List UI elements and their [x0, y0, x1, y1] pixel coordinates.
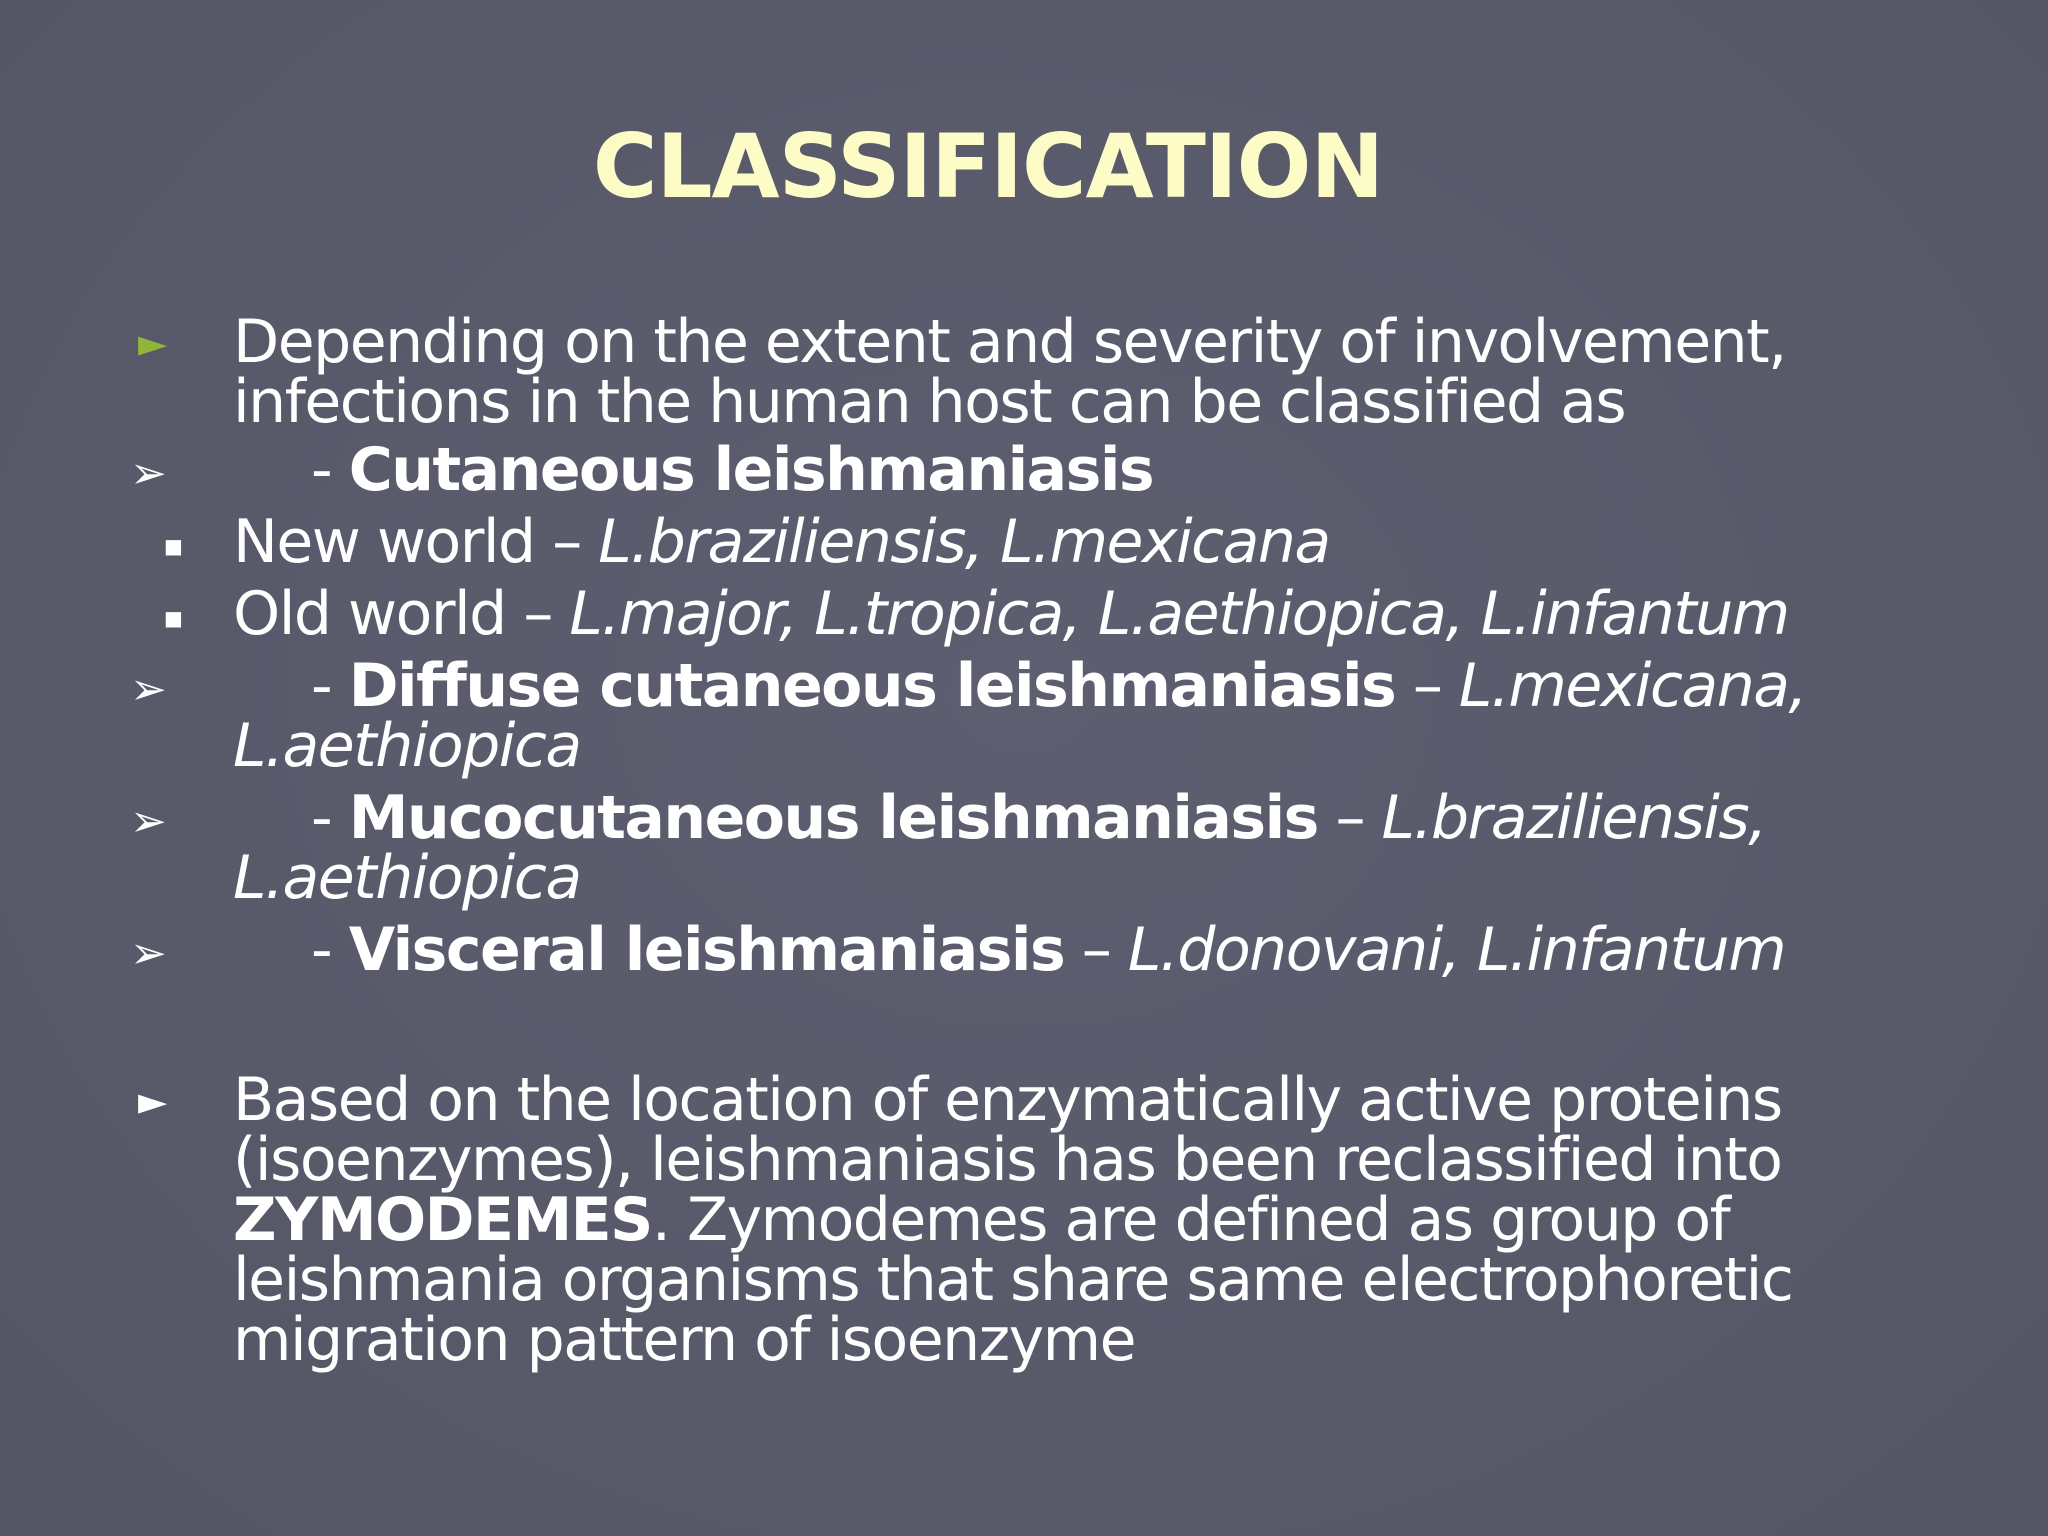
zymodemes-line-1: Based on the location of enzymatically active proteins: [233, 1065, 1782, 1135]
diffuse-species-2: L.aethiopica: [233, 711, 581, 781]
old-world-label: Old world –: [233, 579, 570, 649]
arrowhead-icon: ➢: [130, 664, 167, 715]
diffuse-line-2: [233, 711, 1793, 781]
diffuse-line-1: [233, 651, 1871, 721]
separator: –: [1395, 651, 1459, 721]
arrowhead-icon: ➢: [130, 928, 167, 979]
square-icon: ■: [164, 606, 183, 630]
old-world-species: L.major, L.tropica, L.aethiopica, L.infantum: [569, 579, 1789, 649]
dash: -: [311, 783, 349, 853]
square-icon: ■: [164, 534, 183, 558]
cutaneous-line: [233, 435, 1871, 505]
zymodemes-line-4: leishmania organisms that share same electrophoretic: [233, 1245, 1793, 1315]
diffuse-species-1: L.mexicana,: [1458, 651, 1807, 721]
zymodemes-line-3-rest: . Zymodemes are defined as group of: [651, 1185, 1730, 1255]
zymodemes-line-5: migration pattern of isoenzyme: [233, 1305, 1136, 1375]
diffuse-name: Diffuse cutaneous leishmaniasis: [348, 651, 1396, 721]
dash: -: [311, 915, 349, 985]
new-world-line: [233, 507, 1793, 577]
separator: –: [1064, 915, 1128, 985]
mucocutaneous-species-2: L.aethiopica: [233, 843, 581, 913]
mucocutaneous-line-1: [233, 783, 1871, 853]
zymodemes-term: ZYMODEMES: [233, 1185, 652, 1255]
zymodemes-line-2: (isoenzymes), leishmaniasis has been reclassified into: [233, 1125, 1782, 1195]
intro-line-1: Depending on the extent and severity of involvement,: [233, 307, 1786, 377]
triangle-right-icon: ►: [138, 321, 168, 365]
slide-title: CLASSIFICATION: [592, 115, 1384, 218]
separator: –: [1317, 783, 1382, 853]
zymodemes-line-3: [233, 1185, 1793, 1255]
visceral-species: L.donovani, L.infantum: [1127, 915, 1786, 985]
mucocutaneous-species-1: L.braziliensis,: [1381, 783, 1766, 853]
arrowhead-icon: ➢: [130, 448, 167, 499]
cutaneous-name: Cutaneous leishmaniasis: [348, 435, 1154, 505]
triangle-right-icon: ►: [138, 1079, 168, 1123]
new-world-label: New world –: [233, 507, 599, 577]
arrowhead-icon: ➢: [130, 796, 167, 847]
visceral-name: Visceral leishmaniasis: [348, 915, 1065, 985]
mucocutaneous-name: Mucocutaneous leishmaniasis: [348, 783, 1318, 853]
new-world-species: L.braziliensis, L.mexicana: [598, 507, 1330, 577]
dash: -: [311, 435, 349, 505]
mucocutaneous-line-2: [233, 843, 1793, 913]
old-world-line: [233, 579, 1793, 649]
visceral-line: [233, 915, 1871, 985]
dash: -: [311, 651, 349, 721]
intro-line-2: infections in the human host can be classified as: [233, 367, 1626, 437]
